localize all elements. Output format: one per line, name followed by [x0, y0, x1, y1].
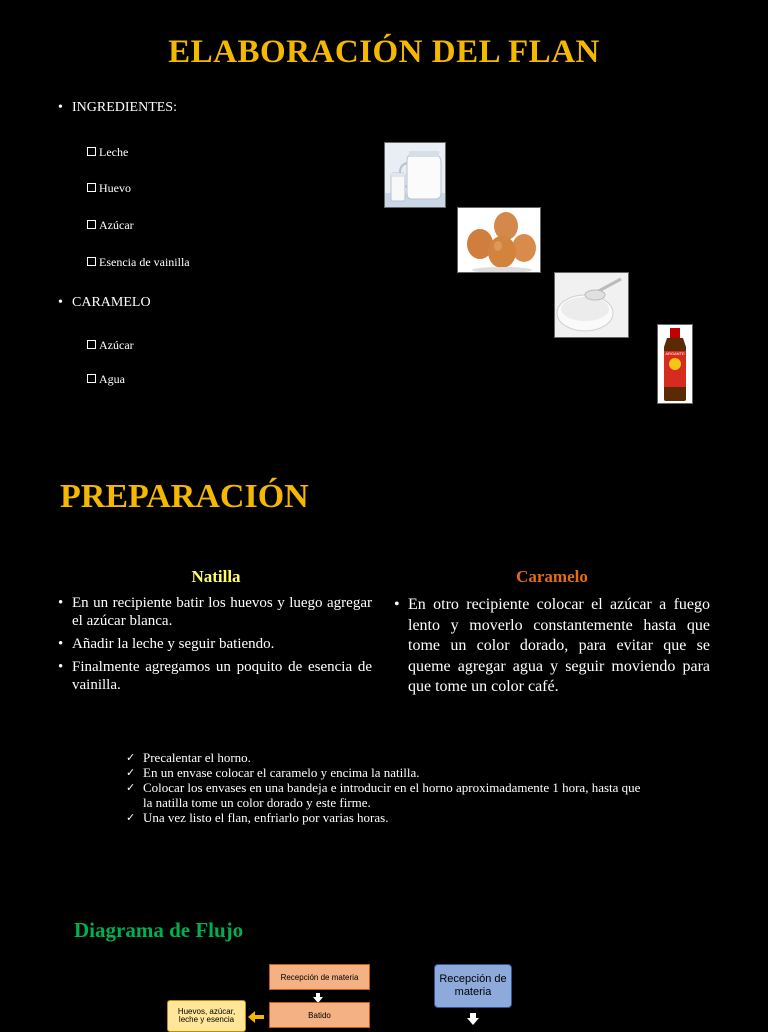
- ingredient-item: [87, 181, 131, 196]
- milk-image: [384, 142, 446, 208]
- checkbox-icon: [87, 183, 96, 192]
- flow-box-recepcion: Recepción de materia: [269, 964, 370, 990]
- final-step-text: Colocar los envases en una bandeja e introducir en el horno aproximadamente 1 hora, hasta que la natilla tome un color dorado y este firme.: [143, 780, 641, 810]
- vanilla-bottle-image: [657, 324, 693, 404]
- check-icon: ✓: [126, 751, 136, 764]
- caramelo-prep-heading: Caramelo: [516, 567, 588, 586]
- caramelo-steps: [394, 595, 710, 703]
- ingredientes-label: INGREDIENTES:: [72, 100, 177, 115]
- flow-box-recepcion-right: Recepción de materia: [434, 964, 512, 1008]
- ingredient-item: [87, 255, 190, 270]
- flow-side-ingredients: Huevos, azúcar, leche y esencia: [167, 1000, 246, 1032]
- caramelo-item-label: Azúcar: [99, 338, 134, 352]
- diagram-title: Diagrama de Flujo: [74, 918, 244, 942]
- checkbox-icon: [87, 374, 96, 383]
- caramelo-item: [87, 372, 125, 387]
- bullet-dot: •: [58, 100, 63, 115]
- checkbox-icon: [87, 147, 96, 156]
- caramelo-label: CARAMELO: [72, 295, 151, 310]
- bottle-brand-label: ARGANTE: [665, 351, 685, 356]
- ingredient-label: Leche: [99, 145, 129, 159]
- final-step: [126, 780, 646, 810]
- ingredientes-heading: [58, 100, 177, 116]
- final-step: [126, 750, 646, 765]
- caramelo-heading: [58, 295, 151, 311]
- natilla-step: • Finalmente agregamos un poquito de esencia de vainilla.: [58, 658, 372, 694]
- caramelo-item-label: Agua: [99, 372, 125, 386]
- caramelo-step: • En otro recipiente colocar el azúcar a fuego lento y moverlo constantemente hasta que tome un color dorado, para evitar que se queme agregar agua y seguir moviendo para que tome un color café.: [394, 595, 710, 698]
- natilla-step: • En un recipiente batir los huevos y luego agregar el azúcar blanca.: [58, 594, 372, 630]
- section-title-preparacion: PREPARACIÓN: [60, 478, 309, 515]
- bullet-dot: •: [58, 295, 63, 310]
- sugar-image: [554, 272, 629, 338]
- natilla-heading: Natilla: [191, 567, 241, 586]
- checkbox-icon: [87, 340, 96, 349]
- ingredient-label: Esencia de vainilla: [99, 255, 190, 269]
- eggs-image: [457, 207, 541, 273]
- flow-box-batido: Batido: [269, 1002, 370, 1028]
- check-icon: ✓: [126, 781, 136, 794]
- page-title: ELABORACIÓN DEL FLAN: [168, 34, 600, 70]
- final-step-text: Una vez listo el flan, enfriarlo por varias horas.: [143, 810, 389, 825]
- check-icon: ✓: [126, 811, 136, 824]
- final-step-text: En un envase colocar el caramelo y encima la natilla.: [143, 765, 420, 780]
- check-icon: ✓: [126, 766, 136, 779]
- natilla-step: • Añadir la leche y seguir batiendo.: [58, 635, 372, 653]
- caramelo-item: [87, 338, 134, 353]
- final-step-text: Precalentar el horno.: [143, 750, 251, 765]
- ingredient-item: [87, 145, 128, 160]
- checkbox-icon: [87, 257, 96, 266]
- arrow-left-icon: [248, 1010, 264, 1022]
- final-step: [126, 765, 646, 780]
- final-steps: [126, 750, 646, 825]
- arrow-down-icon: [313, 990, 323, 1000]
- checkbox-icon: [87, 220, 96, 229]
- natilla-steps: [58, 594, 372, 699]
- ingredient-item: [87, 218, 134, 233]
- ingredient-label: Azúcar: [99, 218, 134, 232]
- final-step: [126, 810, 646, 825]
- ingredient-label: Huevo: [99, 181, 131, 195]
- arrow-down-icon: [467, 1012, 479, 1024]
